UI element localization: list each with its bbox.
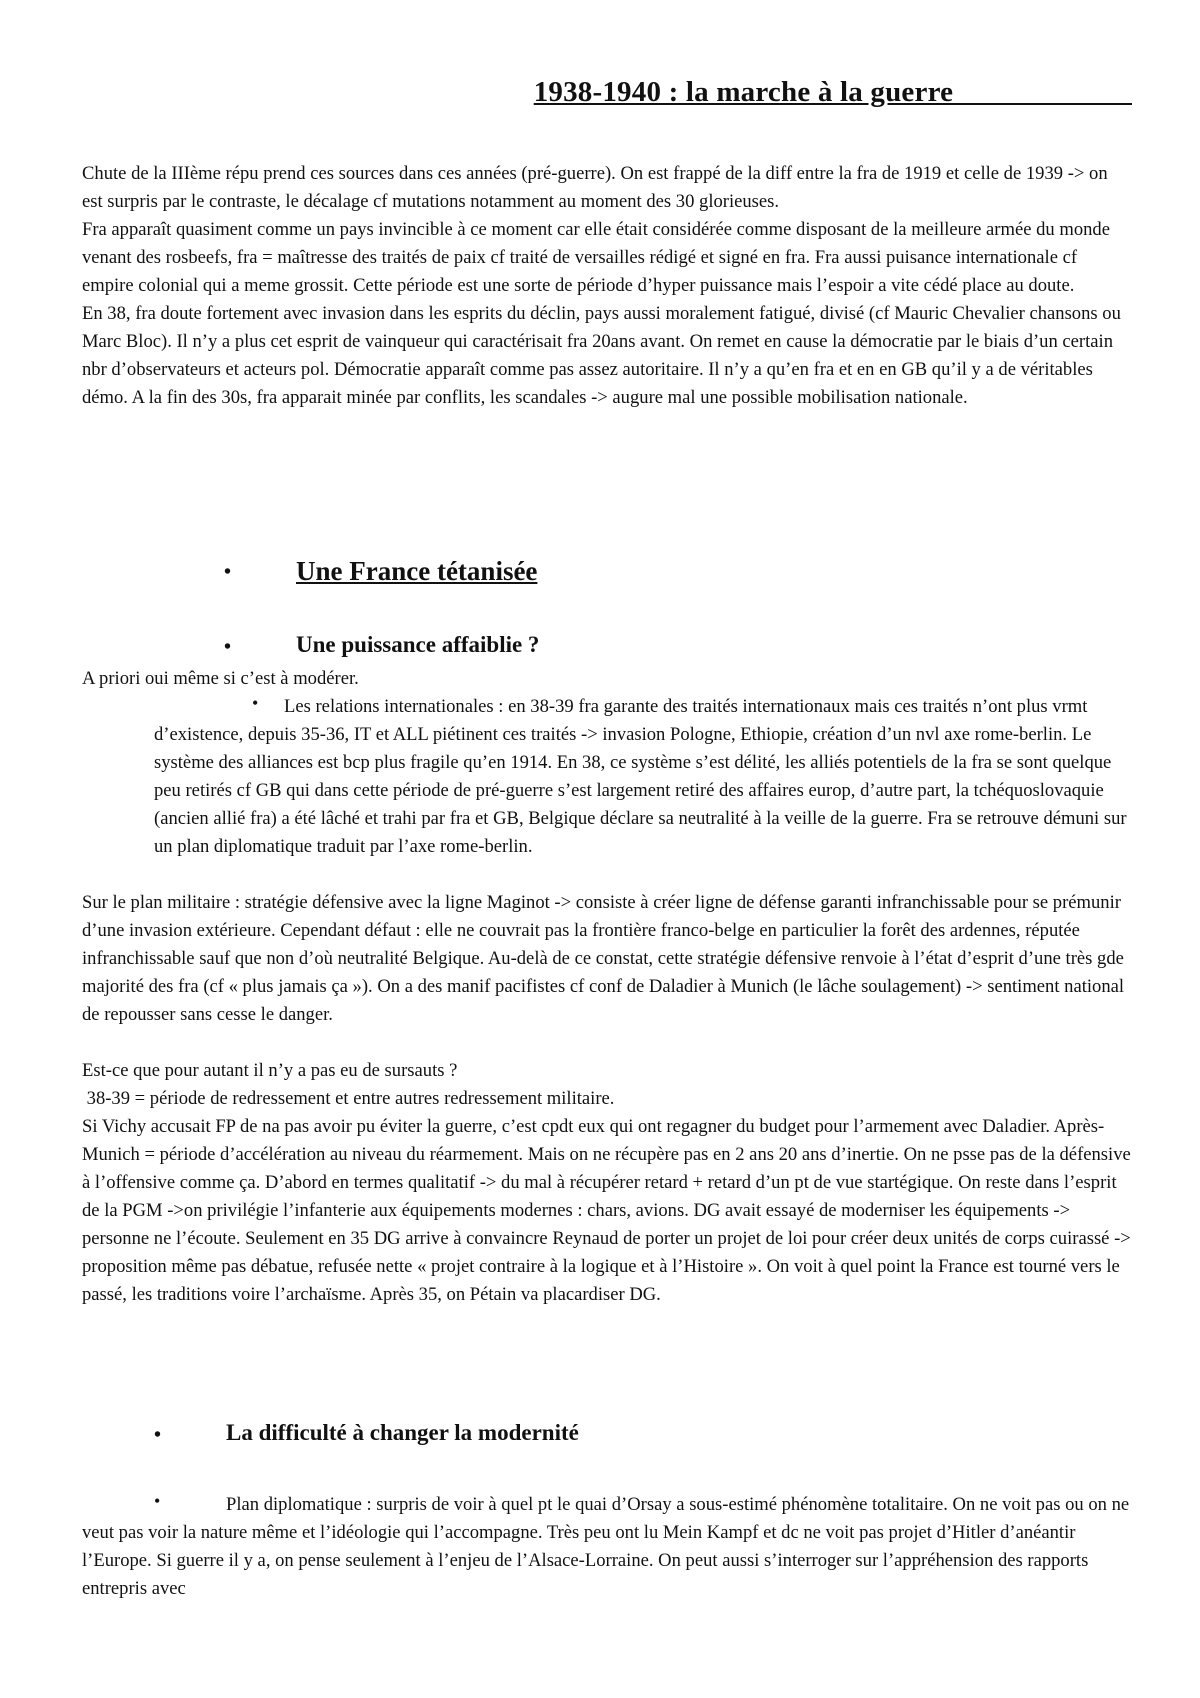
relations-item [154,693,1132,861]
intro-paragraph-1: Chute de la IIIème répu prend ces sources dans ces années (pré-guerre). On est frappé de la diff entre la fra de 1919 et celle de 1939 -> on est surpris par le contraste, le décalage cf mutations notamment au moment des 30 glorieuses. [82,163,1108,212]
intro-paragraph-3: En 38, fra doute fortement avec invasion dans les esprits du déclin, pays aussi moralement fatigué, divisé (cf Mauric Chevalier chansons ou Marc Bloc). Il n’y a plus cet esprit de vainqueur qui caractérisait fra 20ans avant. On remet en cause la démocratie par le biais d’un certain nbr d’observateurs et acteurs pol. Démocratie apparaît comme pas assez autoritaire. Il n’y a qu’en fra et en en GB qu’il y a de véritables démo. A la fin des 30s, fra apparait minée par conflits, les scandales -> augure mal une possible mobilisation nationale. [82,303,1121,408]
section-1-heading: Une France tétanisée [296,556,538,586]
military-paragraph: Sur le plan militaire : stratégie défensive avec la ligne Maginot -> consiste à créer ligne de défense garanti infranchissable pour se prémunir d’une invasion extérieure. Cependant défaut : elle ne couvrait pas la frontière franco-belge en particulier la forêt des ardennes, réputée infranchissable sauf que non d’où neutralité Belgique. Au-delà de ce constat, cette stratégie défensive renvoie à l’état d’esprit d’une très gde majorité des fra (cf « plus jamais ça »). On a des manif pacifistes cf conf de Daladier à Munich (le lâche soulagement) -> sentiment national de repousser sans cesse le danger. [82,892,1125,1025]
diplomacy-item-text: Plan diplomatique : surpris de voir à quel pt le quai d’Orsay a sous-estimé phénomène totalitaire. On ne voit pas ou on ne veut pas voir la nature même et l’idéologie qui l’accompagne. Très peu ont lu Mein Kampf et dc ne voit pas projet d’Hitler d’anéantir l’Europe. Si guerre il y a, on pense seulement à l’enjeu de l’Alsace-Lorraine. On peut aussi s’interroger sur l’appréhension des rapports entrepris avec [82,1494,1130,1599]
subsection-2-bullet: • [154,1424,162,1446]
vichy-paragraph: Si Vichy accusait FP de na pas avoir pu éviter la guerre, c’est cpdt eux qui ont regagner du budget pour l’armement avec Daladier. Après-Munich = période d’accélération au niveau du réarmement. Mais on ne récupère pas en 2 ans 20 ans d’inertie. On ne psse pas de la défensive à l’offensive comme ça. D’abord en termes qualitatif -> du mal à récupérer retard + retard d’un pt de vue startégique. On reste dans l’esprit de la PGM ->on privilégie l’infanterie aux équipements modernes : chars, avions. DG avait essayé de moderniser les équipements -> personne ne l’écoute. Seulement en 35 DG arrive à convaincre Reynaud de porter un projet de loi pour créer deux unités de corps cuirassé -> proposition même pas débatue, refusée nette « projet contraire à la logique et à l’Histoire ». On voit à quel point la France est tourné vers le passé, les traditions voire l’archaïsme. Après 35, on Pétain va placardiser DG. [82,1116,1131,1305]
diplomacy-bullet: • [154,1491,161,1511]
diplomacy-item [82,1491,1132,1603]
subsection-2-heading: La difficulté à changer la modernité [226,1420,579,1445]
question-line: Est-ce que pour autant il n’y a pas eu de sursauts ? [82,1060,458,1081]
subsection-1-bullet: • [224,636,232,658]
page-title: 1938-1940 : la marche à la guerre [533,76,1132,108]
relations-item-text: Les relations internationales : en 38-39 fra garante des traités internationaux mais ces traités n’ont plus vrmt d’existence, depuis 35-36, IT et ALL piétinent ces traités -> invasion Pologne, Ethiopie, création d’un nvl axe rome-berlin. Le système des alliances est bcp plus fragile qu’en 1914. En 38, ce système s’est délité, les alliés potentiels de la fra se sont quelque peu retirés cf GB qui dans cette période de pré-guerre s’est largement retiré des affaires europ, d’autre part, la tchéquoslovaquie (ancien allié fra) a été lâché et trahi par fra et GB, Belgique déclare sa neutralité à la veille de la guerre. Fra se retrouve démuni sur un plan diplomatique traduit par l’axe rome-berlin. [154,696,1127,857]
relations-bullet: • [252,693,259,713]
subsection-1-heading: Une puissance affaiblie ? [296,632,540,657]
subsection-1-lead: A priori oui même si c’est à modérer. [82,668,359,689]
section-1-bullet: • [224,561,232,583]
intro-text [82,160,1132,412]
redress-line: 38-39 = période de redressement et entre autres redressement militaire. [82,1088,615,1109]
intro-paragraph-2: Fra apparaît quasiment comme un pays invincible à ce moment car elle était considérée comme disposant de la meilleure armée du monde venant des rosbeefs, fra = maîtresse des traités de paix cf traité de versailles rédigé et signé en fra. Fra aussi puisance internationale cf empire colonial qui a meme grossit. Cette période est une sorte de période d’hyper puissance mais l’espoir a vite cédé place au doute. [82,219,1110,296]
